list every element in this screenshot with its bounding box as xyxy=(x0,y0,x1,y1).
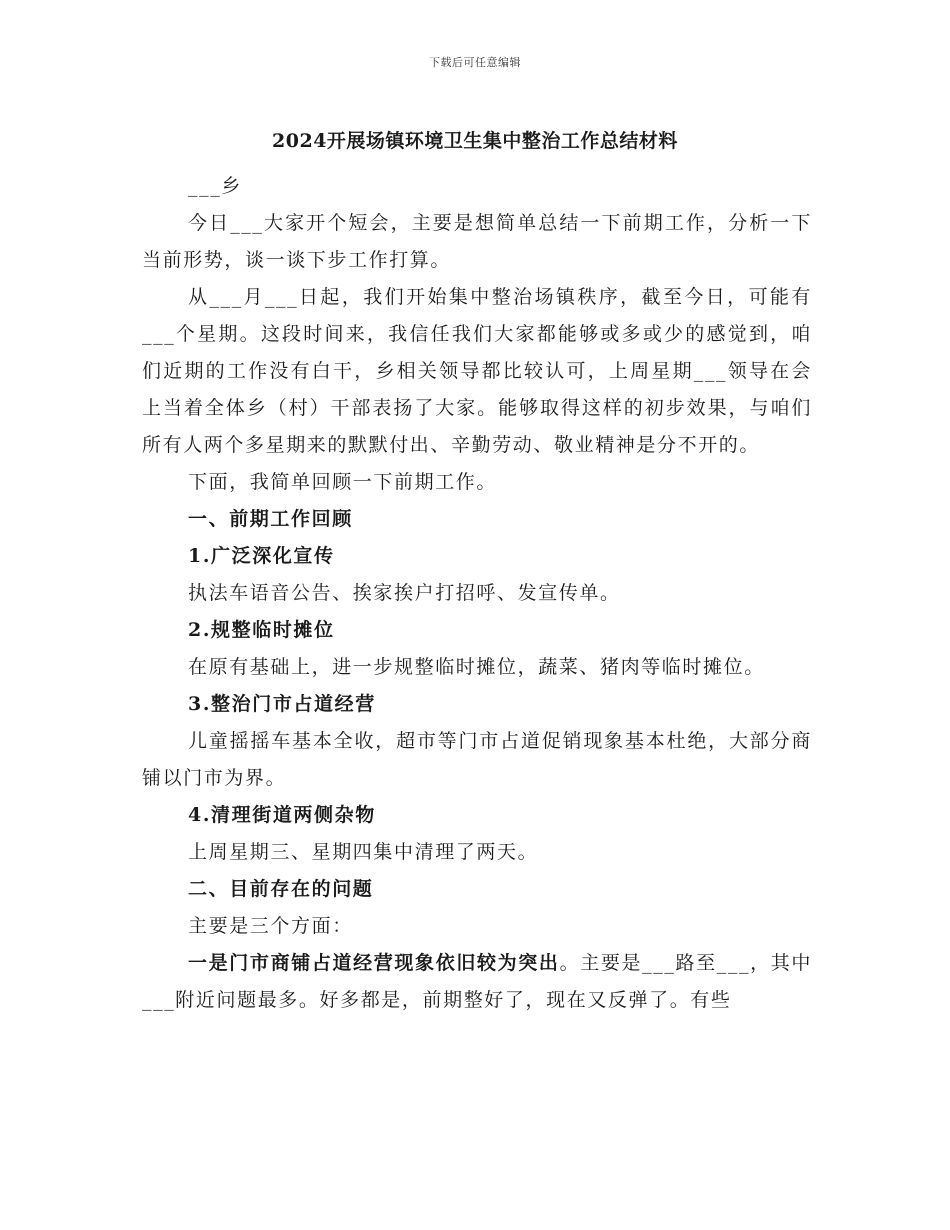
subheading-publicity: 1.广泛深化宣传 xyxy=(188,545,335,567)
problem-one-text: 。主要是___路至___，其中___附近问题最多。好多都是，前期整好了，现在又反弹了。有些 xyxy=(142,952,812,1011)
paragraph-progress: 从___月___日起，我们开始集中整治场镇秩序，截至今日，可能有___个星期。这段时间来，我信任我们大家都能够或多或少的感觉到，咱们近期的工作没有白干，乡相关领导都比较认可，上周星期___领导在会上当着全体乡（村）干部表扬了大家。能够取得这样的初步效果，与咱们所有人两个多星期来的默默付出、辛勤劳动、敬业精神是分不开的。 xyxy=(142,286,812,456)
subheading-stalls: 2.规整临时摊位 xyxy=(188,619,335,641)
header-note: 下载后可任意编辑 xyxy=(429,56,521,69)
subheading-storefront: 3.整治门市占道经营 xyxy=(188,693,376,715)
problem-one-lead: 一是门市商铺占道经营现象依旧较为突出 xyxy=(188,952,560,974)
paragraph-intro: 今日___大家开个短会，主要是想简单总结一下前期工作，分析一下当前形势，谈一谈下步工作打算。 xyxy=(142,212,812,271)
document-title: 2024开展场镇环境卫生集中整治工作总结材料 xyxy=(272,130,678,152)
paragraph-publicity: 执法车语音公告、挨家挨户打招呼、发宣传单。 xyxy=(188,582,621,604)
paragraph-storefront: 儿童摇摇车基本全收，超市等门市占道促销现象基本杜绝，大部分商铺以门市为界。 xyxy=(142,730,812,789)
paragraph-problem-one xyxy=(142,945,812,1019)
paragraph-cleanup: 上周星期三、星期四集中清理了两天。 xyxy=(188,841,539,863)
heading-problems: 二、目前存在的问题 xyxy=(188,878,374,900)
paragraph-problems-intro: 主要是三个方面： xyxy=(188,915,353,937)
subheading-cleanup: 4.清理街道两侧杂物 xyxy=(188,804,376,826)
paragraph-township: ___乡 xyxy=(188,175,242,197)
heading-review: 一、前期工作回顾 xyxy=(188,508,353,530)
document-body xyxy=(142,168,812,1019)
paragraph-stalls: 在原有基础上，进一步规整临时摊位，蔬菜、猪肉等临时摊位。 xyxy=(188,656,765,678)
paragraph-review-intro: 下面，我简单回顾一下前期工作。 xyxy=(188,471,498,493)
